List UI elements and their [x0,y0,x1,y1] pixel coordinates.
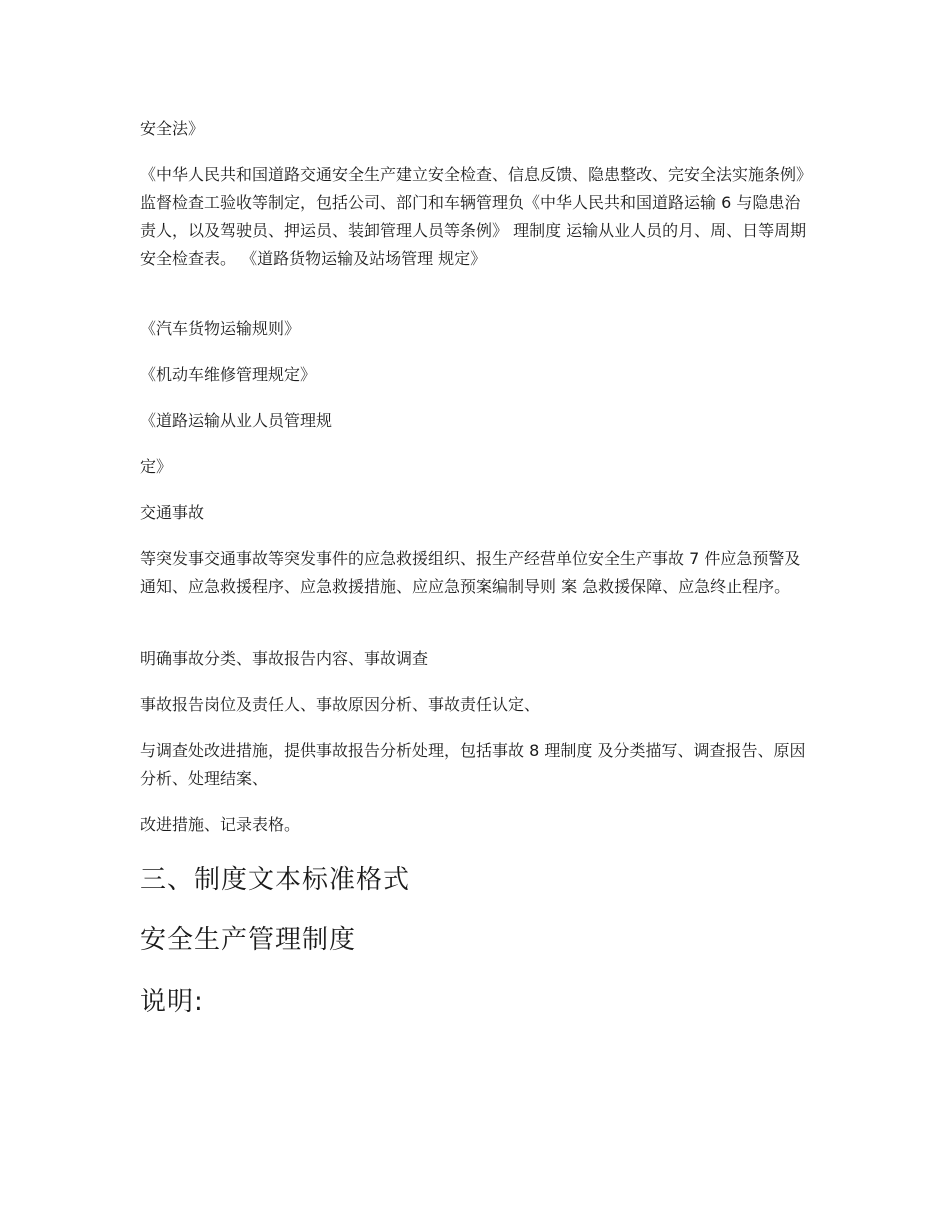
paragraph-vehicle-repair-rules: 《机动车维修管理规定》 [140,365,317,384]
paragraph-regulations-list: 《中华人民共和国道路交通安全生产建立安全检查、信息反馈、隐患整改、完安全法实施条例》 监督检查工验收等制定，包括公司、部门和车辆管理负《中华人民共和国道路运输 6 与隐患治责人，以及驾驶员、押运员、装卸管理人员等条例》 理制度 运输从业人员的月、周、日等周期安全检查表。 《道路货物运输及站场管理 规定》 [140,165,818,268]
paragraph-accident-reporting: 事故报告岗位及责任人、事故原因分析、事故责任认定、 [140,695,541,714]
paragraph-emergency-response: 等突发事交通事故等突发事件的应急救援组织、报生产经营单位安全生产事故 7 件应急预警及通知、应急救援程序、应急救援措施、应应急预案编制导则 案 急救援保障、应急终止程序。 [140,549,801,596]
section-heading-explanation: 说明: [140,987,204,1017]
section-heading-standard-format: 三、制度文本标准格式 [140,865,411,895]
paragraph-freight-rules: 《汽车货物运输规则》 [140,319,301,338]
paragraph-personnel-rules: 《道路运输从业人员管理规 [140,411,333,430]
paragraph-accident-classification: 明确事故分类、事故报告内容、事故调查 [140,649,429,668]
paragraph-law-title-end: 安全法》 [140,119,205,138]
paragraph-personnel-rules-end: 定》 [140,457,173,476]
paragraph-traffic-accident: 交通事故 [140,503,205,522]
paragraph-accident-handling: 与调查处改进措施，提供事故报告分析处理，包括事故 8 理制度 及分类描写、调查报告、原因分析、处理结案、 [140,741,806,788]
paragraph-improvement-measures: 改进措施、记录表格。 [140,815,301,834]
section-heading-safety-management: 安全生产管理制度 [140,925,357,955]
